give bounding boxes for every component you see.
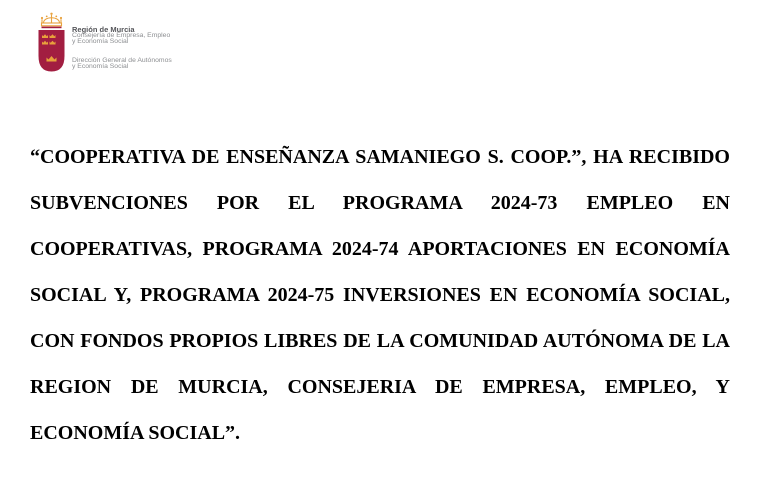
paragraph-line: REGION DE MURCIA, CONSEJERIA DE EMPRESA, EMPLEO, Y	[30, 376, 730, 398]
directorate-block	[72, 58, 172, 70]
paragraph-line: ECONOMÍA SOCIAL”.	[30, 422, 241, 444]
crown-icon	[42, 15, 62, 26]
subsidy-announcement-paragraph	[30, 134, 730, 456]
paragraph-line: SOCIAL Y, PROGRAMA 2024-75 INVERSIONES EN ECONOMÍA SOCIAL,	[30, 284, 730, 306]
directorate-line-2: y Economía Social	[72, 62, 129, 70]
paragraph-line: “COOPERATIVA DE ENSEÑANZA SAMANIEGO S. COOP.”, HA RECIBIDO	[30, 146, 730, 168]
department-line-2: y Economía Social	[72, 38, 129, 46]
paragraph-line: SUBVENCIONES POR EL PROGRAMA 2024-73 EMPLEO EN	[30, 192, 730, 214]
directorate-line-1: Dirección General de Autónomos	[72, 56, 172, 64]
department-line-1: Consejería de Empresa, Empleo	[72, 32, 171, 40]
crown-base-band	[42, 27, 62, 29]
logo-text	[72, 27, 172, 70]
murcia-coat-of-arms-icon	[38, 12, 65, 72]
murcia-logo	[38, 12, 172, 72]
paragraph-line: CON FONDOS PROPIOS LIBRES DE LA COMUNIDAD AUTÓNOMA DE LA	[30, 330, 730, 352]
paragraph-line: COOPERATIVAS, PROGRAMA 2024-74 APORTACIONES EN ECONOMÍA	[30, 238, 730, 260]
region-name: Región de Murcia	[72, 25, 135, 34]
